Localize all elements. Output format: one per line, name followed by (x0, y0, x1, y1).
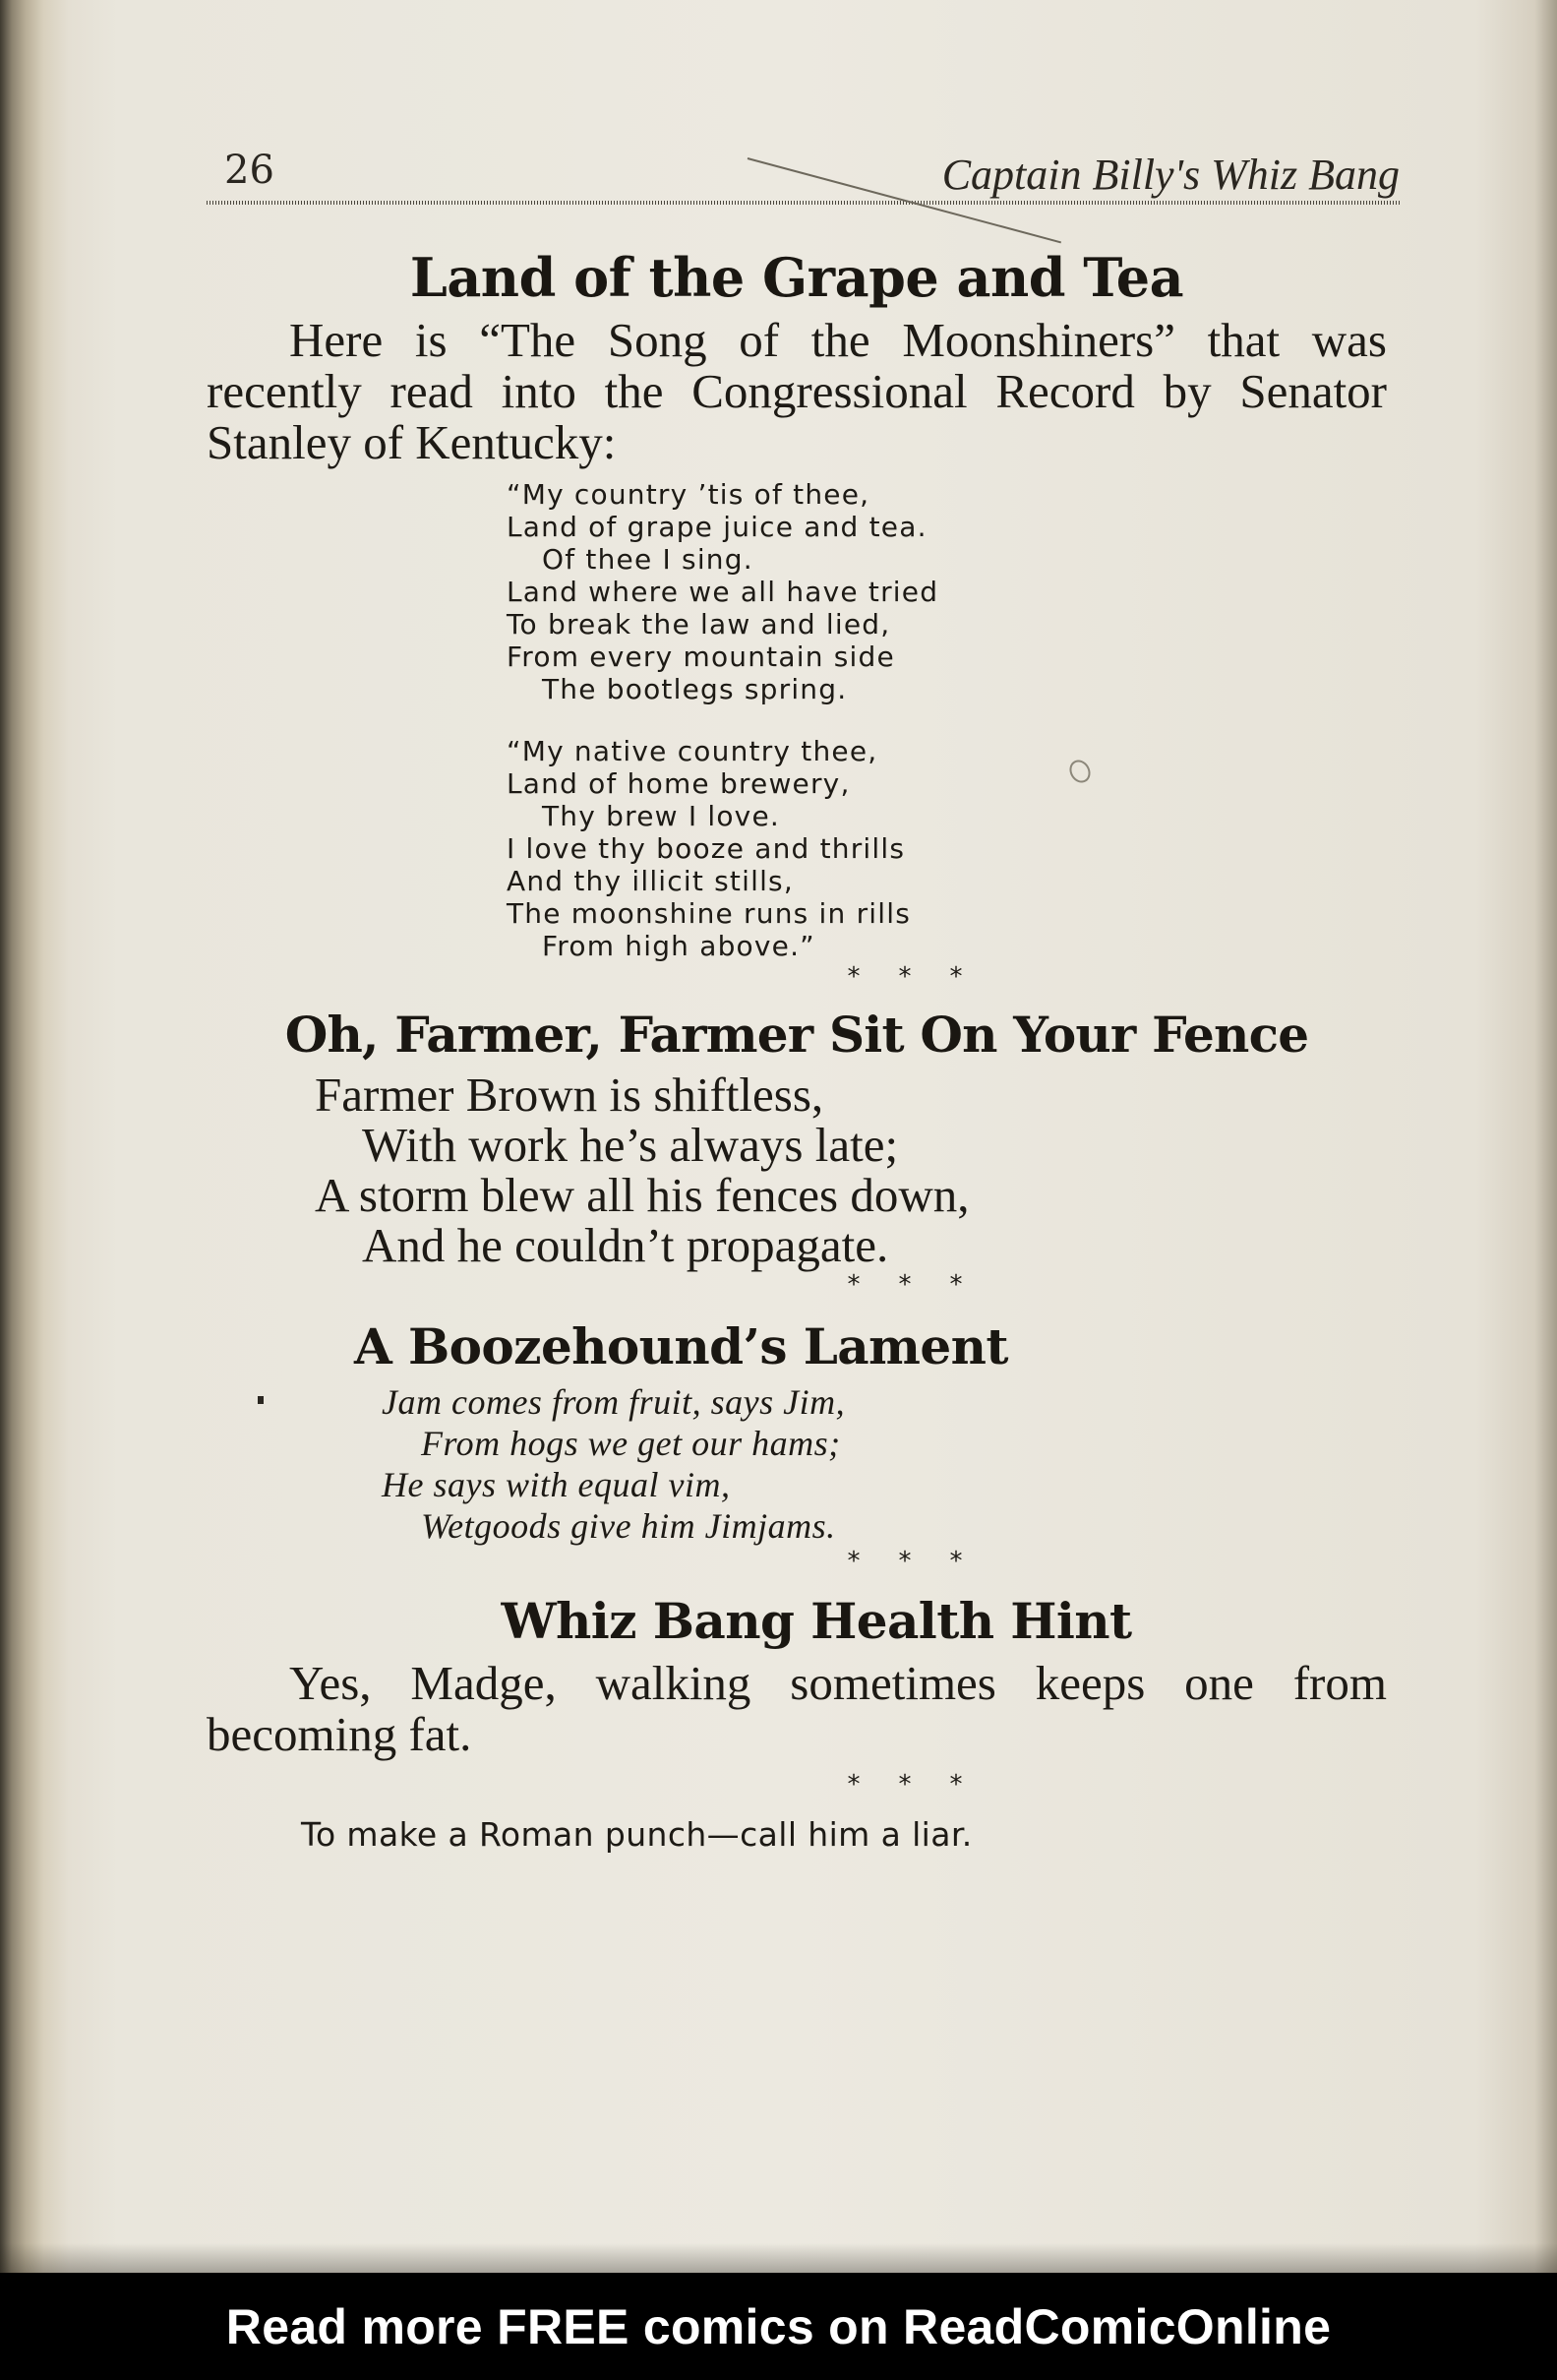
separator-star: * (949, 1770, 963, 1800)
section-separator (423, 962, 1387, 992)
song-stanza-1 (507, 478, 1387, 705)
poem-line: Farmer Brown is shiftless, (315, 1068, 824, 1122)
book-title: Captain Billy's Whiz Bang (941, 151, 1400, 199)
poem-line: To break the law and lied, (507, 608, 891, 641)
poem-line: From every mountain side (507, 641, 895, 673)
section-title-boozehound: A Boozehound’s Lament (354, 1317, 1008, 1375)
separator-star: * (847, 1547, 861, 1576)
poem-line: And he couldn’t propagate. (362, 1218, 889, 1272)
poem-line: From high above.” (542, 930, 815, 962)
poem-line: Of thee I sing. (542, 543, 753, 576)
poem-line: “My country ’tis of thee, (507, 478, 870, 511)
promo-banner (0, 2273, 1557, 2380)
poem-line: “My native country thee, (507, 735, 878, 767)
roman-punch-joke: To make a Roman punch—call him a liar. (301, 1815, 973, 1854)
poem-line: From hogs we get our hams; (421, 1424, 841, 1463)
separator-star: * (847, 1270, 861, 1300)
separator-star: * (949, 1270, 963, 1300)
section-title-grape-and-tea: Land of the Grape and Tea (409, 246, 1184, 309)
read-more-link[interactable]: Read more FREE comics on ReadComicOnline (225, 2298, 1332, 2354)
section-separator (423, 1547, 1387, 1576)
poem-line: He says with equal vim, (382, 1465, 731, 1504)
separator-star: * (898, 1270, 912, 1300)
separator-star: * (949, 962, 963, 992)
moonshiners-song (507, 478, 1387, 962)
poem-line: Jam comes from fruit, says Jim, (382, 1382, 846, 1422)
header-rule (207, 201, 1400, 205)
page-content (207, 246, 1387, 1854)
boozehound-poem (382, 1381, 1387, 1547)
separator-star: * (898, 1547, 912, 1576)
poem-line: Land of grape juice and tea. (507, 511, 928, 543)
page-number: 26 (224, 148, 274, 193)
poem-line: I love thy booze and thrills (507, 832, 906, 865)
section-separator (423, 1270, 1387, 1300)
separator-star: * (949, 1547, 963, 1576)
poem-line: The moonshine runs in rills (507, 897, 912, 930)
section-title-health-hint: Whiz Bang Health Hint (501, 1592, 1132, 1650)
moonshiners-intro: Here is “The Song of the Moonshiners” that was recently read into the Congressional Record by Senator Stanley of Kentucky: (207, 313, 1387, 469)
poem-line: And thy illicit stills, (507, 865, 794, 897)
song-stanza-2 (507, 735, 1387, 962)
section-title-farmer: Oh, Farmer, Farmer Sit On Your Fence (284, 1006, 1309, 1064)
poem-line: With work he’s always late; (362, 1118, 899, 1172)
poem-line: Land where we all have tried (507, 576, 939, 608)
section-separator (423, 1770, 1387, 1800)
poem-line: Thy brew I love. (542, 800, 780, 832)
separator-star: * (847, 962, 861, 992)
poem-line: A storm blew all his fences down, (315, 1168, 970, 1222)
separator-star: * (847, 1770, 861, 1800)
separator-star: * (898, 1770, 912, 1800)
health-hint-text: Yes, Madge, walking sometimes keeps one from becoming fat. (207, 1656, 1387, 1761)
poem-line: Land of home brewery, (507, 767, 851, 800)
poem-line: The bootlegs spring. (542, 673, 848, 705)
farmer-poem (315, 1069, 1387, 1270)
separator-star: * (898, 962, 912, 992)
poem-line: Wetgoods give him Jimjams. (421, 1506, 836, 1546)
